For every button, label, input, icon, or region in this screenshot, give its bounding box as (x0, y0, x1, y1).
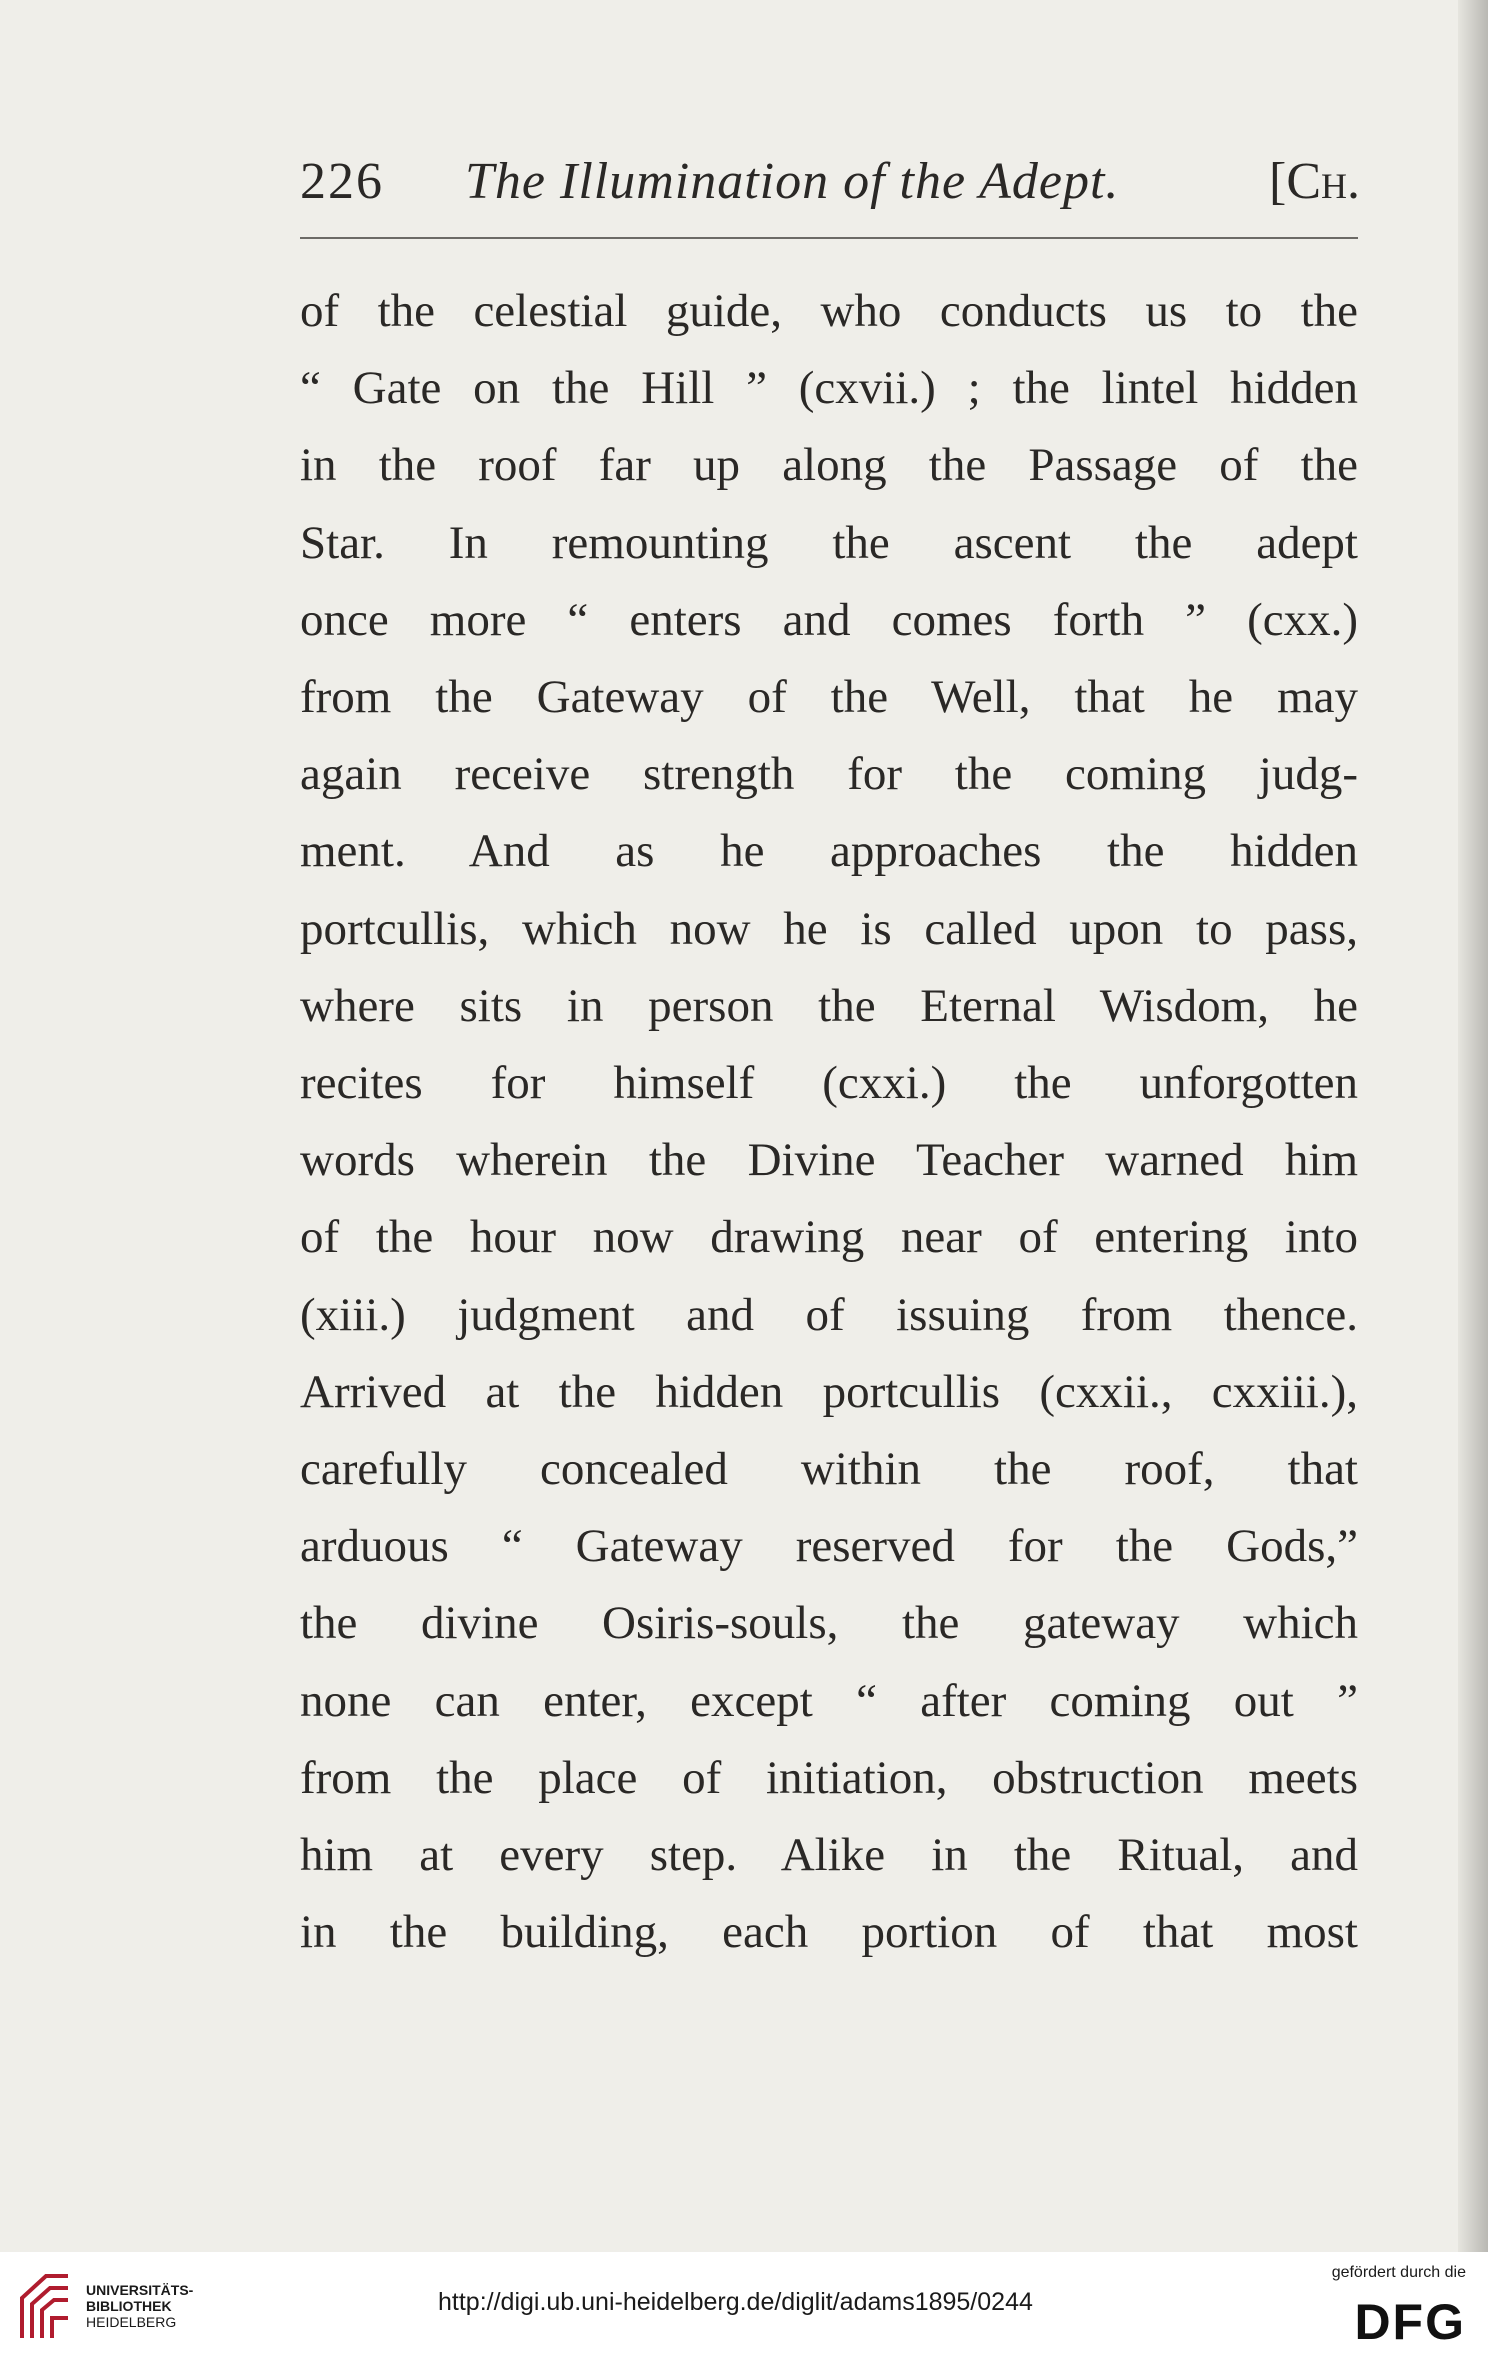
source-url[interactable]: http://digi.ub.uni-heidelberg.de/diglit/adams1895/0244 (438, 2288, 1033, 2316)
page-number: 226 (300, 153, 384, 210)
text-line: the divine Osiris-souls, the gateway which (300, 1597, 1358, 1650)
text-line: of the hour now drawing near of entering into (300, 1211, 1358, 1264)
text-line: in the building, each portion of that most (300, 1906, 1358, 1959)
chapter-mark: [Ch. (1269, 153, 1360, 210)
text-line: in the roof far up along the Passage of the (300, 439, 1358, 492)
text-line: “ Gate on the Hill ” (cxvii.) ; the lintel hidden (300, 362, 1358, 415)
text-line: arduous “ Gateway reserved for the Gods,” (300, 1520, 1358, 1573)
text-line: once more “ enters and comes forth ” (cxx.) (300, 593, 1358, 646)
text-line: from the Gateway of the Well, that he may (300, 671, 1358, 724)
text-line: of the celestial guide, who conducts us to the (300, 285, 1358, 337)
text-line: Star. In remounting the ascent the adept (300, 516, 1358, 569)
text-line: portcullis, which now he is called upon to pass, (300, 902, 1358, 955)
text-line: him at every step. Alike in the Ritual, and (300, 1829, 1358, 1882)
library-name-line: BIBLIOTHEK (86, 2298, 172, 2314)
text-line: carefully concealed within the roof, that (300, 1443, 1358, 1496)
page-edge-shadow (1458, 0, 1488, 2252)
running-head (300, 152, 1360, 222)
text-line: none can enter, except “ after coming out ” (300, 1674, 1358, 1727)
text-line: words wherein the Divine Teacher warned him (300, 1134, 1358, 1187)
sponsor-label: gefördert durch die (1331, 2264, 1466, 2281)
library-name (86, 2282, 193, 2330)
footer-bar (0, 2252, 1488, 2360)
body-text (300, 273, 1358, 1971)
text-line: (xiii.) judgment and of issuing from thence. (300, 1288, 1358, 1341)
library-name-line: UNIVERSITÄTS- (86, 2282, 194, 2298)
text-line: where sits in person the Eternal Wisdom, he (300, 979, 1358, 1032)
text-line: recites for himself (cxxi.) the unforgotten (300, 1057, 1358, 1110)
running-title: The Illumination of the Adept. (465, 153, 1120, 210)
text-line: again receive strength for the coming judg- (300, 748, 1358, 801)
sponsor-logo: DFG (1354, 2294, 1466, 2350)
text-line: ment. And as he approaches the hidden (300, 825, 1358, 878)
header-rule (300, 237, 1358, 239)
library-name-line: HEIDELBERG (86, 2314, 177, 2330)
text-line: from the place of initiation, obstruction meets (300, 1751, 1358, 1804)
text-line: Arrived at the hidden portcullis (cxxii., cxxiii.), (300, 1365, 1358, 1418)
library-logo-icon (16, 2268, 74, 2344)
